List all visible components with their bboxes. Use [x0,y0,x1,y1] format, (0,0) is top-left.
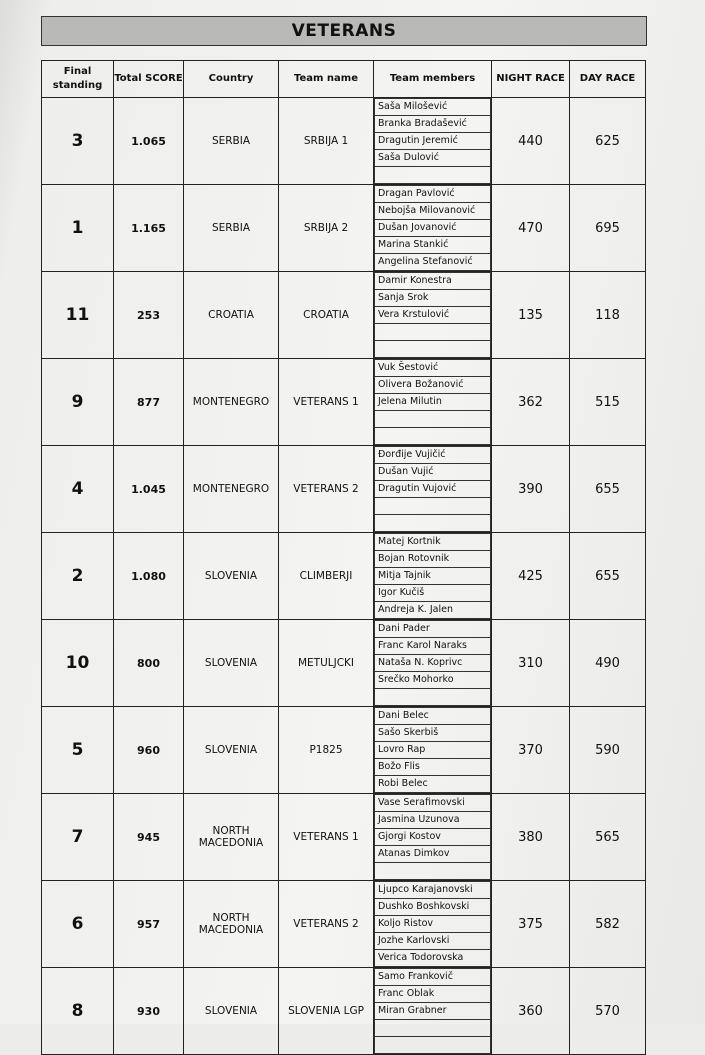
night-race-cell: 440 [492,98,570,185]
header-team-members: Team members [374,61,492,98]
member-name: Dragutin Vujović [374,481,491,498]
member-name: Jozhe Karlovski [374,933,491,950]
member-name: Franc Karol Naraks [374,638,491,655]
header-night-race: NIGHT RACE [492,61,570,98]
member-name [374,411,491,428]
table-row [42,185,646,272]
member-name: Marina Stankić [374,237,491,254]
table-row [42,446,646,533]
country-cell: SERBIA [184,98,279,185]
member-name [374,689,491,706]
day-race-cell: 582 [570,881,646,968]
day-race-cell: 655 [570,446,646,533]
member-list [374,359,491,445]
member-list [374,272,491,358]
team-name-cell: SRBIJA 1 [279,98,374,185]
member-name: Vase Serafimovski [374,794,491,812]
member-name: Sanja Srok [374,290,491,307]
header-total-score: Total SCORE [114,61,184,98]
member-name [374,498,491,515]
member-name: Dragan Pavlović [374,185,491,203]
country-cell: SLOVENIA [184,620,279,707]
results-table [41,60,646,1055]
member-list [374,707,491,793]
total-score-cell: 960 [114,707,184,794]
member-name: Robi Belec [374,776,491,793]
final-standing-cell: 10 [42,620,114,707]
day-race-cell: 695 [570,185,646,272]
table-row [42,968,646,1055]
final-standing-cell: 8 [42,968,114,1055]
table-row [42,620,646,707]
total-score-cell: 1.080 [114,533,184,620]
final-standing-cell: 2 [42,533,114,620]
member-name: Igor Kučiš [374,585,491,602]
member-name: Gjorgi Kostov [374,829,491,846]
member-name: Franc Oblak [374,986,491,1003]
night-race-cell: 310 [492,620,570,707]
final-standing-cell: 4 [42,446,114,533]
final-standing-cell: 7 [42,794,114,881]
final-standing-cell: 5 [42,707,114,794]
final-standing-cell: 6 [42,881,114,968]
member-list [374,533,491,619]
table-row [42,98,646,185]
final-standing-cell: 1 [42,185,114,272]
team-name-cell: SRBIJA 2 [279,185,374,272]
member-name: Dušan Vujić [374,464,491,481]
member-list [374,794,491,880]
team-name-cell: VETERANS 2 [279,881,374,968]
day-race-cell: 490 [570,620,646,707]
table-row [42,707,646,794]
total-score-cell: 945 [114,794,184,881]
table-row [42,794,646,881]
day-race-cell: 118 [570,272,646,359]
member-name: Jasmina Uzunova [374,812,491,829]
team-name-cell: P1825 [279,707,374,794]
table-row [42,533,646,620]
night-race-cell: 425 [492,533,570,620]
total-score-cell: 253 [114,272,184,359]
table-row [42,272,646,359]
total-score-cell: 1.045 [114,446,184,533]
night-race-cell: 135 [492,272,570,359]
member-list [374,968,491,1054]
day-race-cell: 625 [570,98,646,185]
member-name: Olivera Božanović [374,377,491,394]
member-name: Branka Bradašević [374,116,491,133]
table-row [42,359,646,446]
member-name: Srečko Mohorko [374,672,491,689]
header-team-name: Team name [279,61,374,98]
team-members-cell [374,968,492,1055]
member-name: Miran Grabner [374,1003,491,1020]
member-name: Sašo Skerbiš [374,725,491,742]
country-cell: MONTENEGRO [184,446,279,533]
country-cell: SLOVENIA [184,968,279,1055]
team-name-cell: VETERANS 2 [279,446,374,533]
member-name: Božo Flis [374,759,491,776]
country-cell: SLOVENIA [184,533,279,620]
team-members-cell [374,881,492,968]
team-name-cell: CLIMBERJI [279,533,374,620]
team-members-cell [374,533,492,620]
night-race-cell: 390 [492,446,570,533]
member-name: Vuk Šestović [374,359,491,377]
team-name-cell: VETERANS 1 [279,359,374,446]
member-name: Dushko Boshkovski [374,899,491,916]
member-name [374,863,491,880]
total-score-cell: 877 [114,359,184,446]
team-name-cell: METULJCKI [279,620,374,707]
member-list [374,98,491,184]
team-members-cell [374,185,492,272]
member-name: Verica Todorovska [374,950,491,967]
member-list [374,881,491,967]
final-standing-cell: 11 [42,272,114,359]
country-cell: MONTENEGRO [184,359,279,446]
member-name: Samo Frankovič [374,968,491,986]
night-race-cell: 370 [492,707,570,794]
night-race-cell: 375 [492,881,570,968]
member-name [374,428,491,445]
member-name: Ljupco Karajanovski [374,881,491,899]
member-name [374,324,491,341]
member-name: Mitja Tajnik [374,568,491,585]
member-name: Bojan Rotovnik [374,551,491,568]
member-name: Vera Krstulović [374,307,491,324]
member-list [374,446,491,532]
member-name: Andreja K. Jalen [374,602,491,619]
member-name: Dragutin Jeremić [374,133,491,150]
night-race-cell: 362 [492,359,570,446]
total-score-cell: 800 [114,620,184,707]
member-name: Dušan Jovanović [374,220,491,237]
team-members-cell [374,620,492,707]
member-name: Damir Konestra [374,272,491,290]
team-members-cell [374,446,492,533]
night-race-cell: 360 [492,968,570,1055]
header-day-race: DAY RACE [570,61,646,98]
member-name: Lovro Rap [374,742,491,759]
team-name-cell: VETERANS 1 [279,794,374,881]
table-row [42,881,646,968]
member-name: Nebojša Milovanović [374,203,491,220]
total-score-cell: 1.065 [114,98,184,185]
member-list [374,185,491,271]
member-name [374,341,491,358]
member-name: Saša Milošević [374,98,491,116]
member-name: Dani Pader [374,620,491,638]
header-final-standing: Final standing [42,61,114,98]
member-name [374,515,491,532]
day-race-cell: 655 [570,533,646,620]
header-country: Country [184,61,279,98]
day-race-cell: 565 [570,794,646,881]
total-score-cell: 930 [114,968,184,1055]
day-race-cell: 570 [570,968,646,1055]
member-name: Saša Dulović [374,150,491,167]
member-name: Koljo Ristov [374,916,491,933]
total-score-cell: 957 [114,881,184,968]
team-members-cell [374,272,492,359]
country-cell: CROATIA [184,272,279,359]
final-standing-cell: 3 [42,98,114,185]
page-title: VETERANS [41,16,647,46]
member-name: Jelena Milutin [374,394,491,411]
member-name [374,1020,491,1037]
member-name: Angelina Stefanović [374,254,491,271]
member-name: Nataša N. Koprivc [374,655,491,672]
country-cell: SLOVENIA [184,707,279,794]
team-name-cell: CROATIA [279,272,374,359]
team-name-cell: SLOVENIA LGP [279,968,374,1055]
member-name: Atanas Dimkov [374,846,491,863]
member-list [374,620,491,706]
member-name [374,1037,491,1054]
header-row [42,61,646,98]
day-race-cell: 515 [570,359,646,446]
day-race-cell: 590 [570,707,646,794]
team-members-cell [374,359,492,446]
member-name: Dani Belec [374,707,491,725]
team-members-cell [374,98,492,185]
team-members-cell [374,794,492,881]
member-name: Đorđije Vujičić [374,446,491,464]
member-name: Matej Kortnik [374,533,491,551]
total-score-cell: 1.165 [114,185,184,272]
country-cell: NORTH MACEDONIA [184,881,279,968]
team-members-cell [374,707,492,794]
country-cell: SERBIA [184,185,279,272]
member-name [374,167,491,184]
night-race-cell: 470 [492,185,570,272]
final-standing-cell: 9 [42,359,114,446]
night-race-cell: 380 [492,794,570,881]
country-cell: NORTH MACEDONIA [184,794,279,881]
